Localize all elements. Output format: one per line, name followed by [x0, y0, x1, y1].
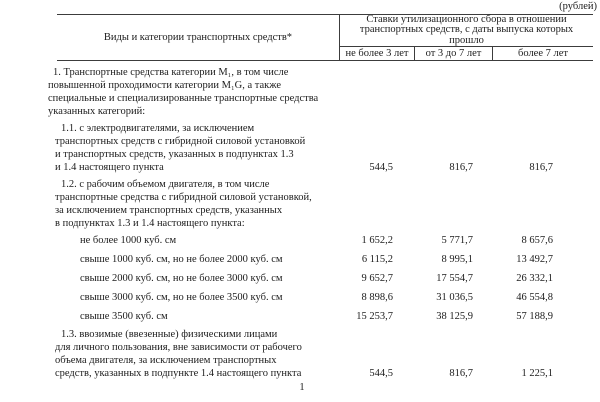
section-1-2-line: за исключением транспортных средств, указанных	[55, 205, 283, 216]
table-row	[0, 291, 600, 304]
table-row	[0, 253, 600, 266]
rate-value: 816,7	[449, 162, 473, 173]
column-header-age-7plus: более 7 лет	[517, 48, 568, 59]
section-1-2	[0, 178, 600, 230]
rate-value: 6 115,2	[361, 254, 393, 265]
rates-table-header	[57, 14, 593, 61]
rate-value: 816,7	[449, 368, 473, 379]
rates-title-line: Ставки утилизационного сбора в отношении	[366, 13, 567, 25]
section-1-line: специальные и специализированные транспортные средства	[48, 93, 319, 104]
rates-header-section	[340, 15, 593, 60]
section-1-line: 1. Транспортные средства категории M₁, в том числе	[53, 67, 289, 78]
rate-value: 8 898,6	[361, 292, 393, 303]
rate-value: 8 657,6	[521, 235, 553, 246]
section-1-3	[0, 328, 600, 380]
rate-value: 544,5	[369, 162, 393, 173]
engine-volume-label: не более 1000 куб. см	[80, 235, 177, 246]
column-header-age-3-7: от 3 до 7 лет	[415, 47, 493, 60]
rate-value: 816,7	[529, 162, 553, 173]
section-1-3-line: для личного пользования, вне зависимости от рабочего	[55, 342, 302, 353]
section-1	[0, 66, 600, 118]
rate-value: 26 332,1	[516, 273, 553, 284]
rate-value: 1 225,1	[521, 368, 553, 379]
section-1-2-line: транспортные средства с гибридной силовой установкой,	[55, 192, 312, 203]
section-1-2-line: 1.2. с рабочим объемом двигателя, в том числе	[61, 179, 270, 190]
rate-value: 46 554,8	[516, 292, 553, 303]
rate-value: 544,5	[369, 368, 393, 379]
engine-volume-label: свыше 2000 куб. см, но не более 3000 куб. см	[80, 273, 283, 284]
column-header-vehicle-types: Виды и категории транспортных средств*	[57, 15, 340, 60]
section-1-1-line: и транспортных средств, указанных в подпунктах 1.3	[55, 149, 294, 160]
table-row	[0, 310, 600, 323]
section-1-2-line: в подпунктах 1.3 и 1.4 настоящего пункта:	[55, 218, 245, 229]
rates-title-line: прошло	[449, 34, 484, 46]
engine-volume-label: свыше 3000 куб. см, но не более 3500 куб. см	[80, 292, 283, 303]
column-header-age-0-3: не более 3 лет	[340, 47, 415, 60]
section-1-1	[0, 122, 600, 174]
rate-value: 57 188,9	[516, 311, 553, 322]
section-1-3-line: объема двигателя, за исключением транспортных	[55, 355, 277, 366]
section-1-3-line: средств, указанных в подпункте 1.4 настоящего пункта	[55, 368, 302, 379]
table-row	[0, 234, 600, 247]
section-1-1-line: транспортных средств с гибридной силовой установкой	[55, 136, 306, 147]
rate-value: 31 036,5	[436, 292, 473, 303]
unit-label: (рублей)	[559, 1, 597, 12]
rates-title	[340, 15, 593, 47]
rate-value: 5 771,7	[441, 235, 473, 246]
section-1-line: повышенной проходимости категории M₁G, а также	[48, 80, 281, 91]
rate-value: 1 652,2	[361, 235, 393, 246]
age-columns-row	[340, 47, 593, 60]
section-1-1-line: 1.1. с электродвигателями, за исключением	[61, 123, 255, 134]
rate-value: 8 995,1	[441, 254, 473, 265]
rate-value: 38 125,9	[436, 311, 473, 322]
engine-volume-label: свыше 1000 куб. см, но не более 2000 куб. см	[80, 254, 283, 265]
rates-title-line: транспортных средств, с даты выпуска которых	[359, 24, 574, 36]
section-1-line: указанных категорий:	[48, 106, 146, 117]
rate-value: 9 652,7	[361, 273, 393, 284]
table-row	[0, 272, 600, 285]
page-number: 1	[299, 382, 305, 393]
rate-value: 17 554,7	[436, 273, 473, 284]
section-1-3-line: 1.3. ввозимые (ввезенные) физическими лицами	[61, 329, 278, 340]
rate-value: 13 492,7	[516, 254, 553, 265]
rate-value: 15 253,7	[356, 311, 393, 322]
engine-volume-label: свыше 3500 куб. см	[80, 311, 168, 322]
section-1-1-line: и 1.4 настоящего пункта	[55, 162, 164, 173]
